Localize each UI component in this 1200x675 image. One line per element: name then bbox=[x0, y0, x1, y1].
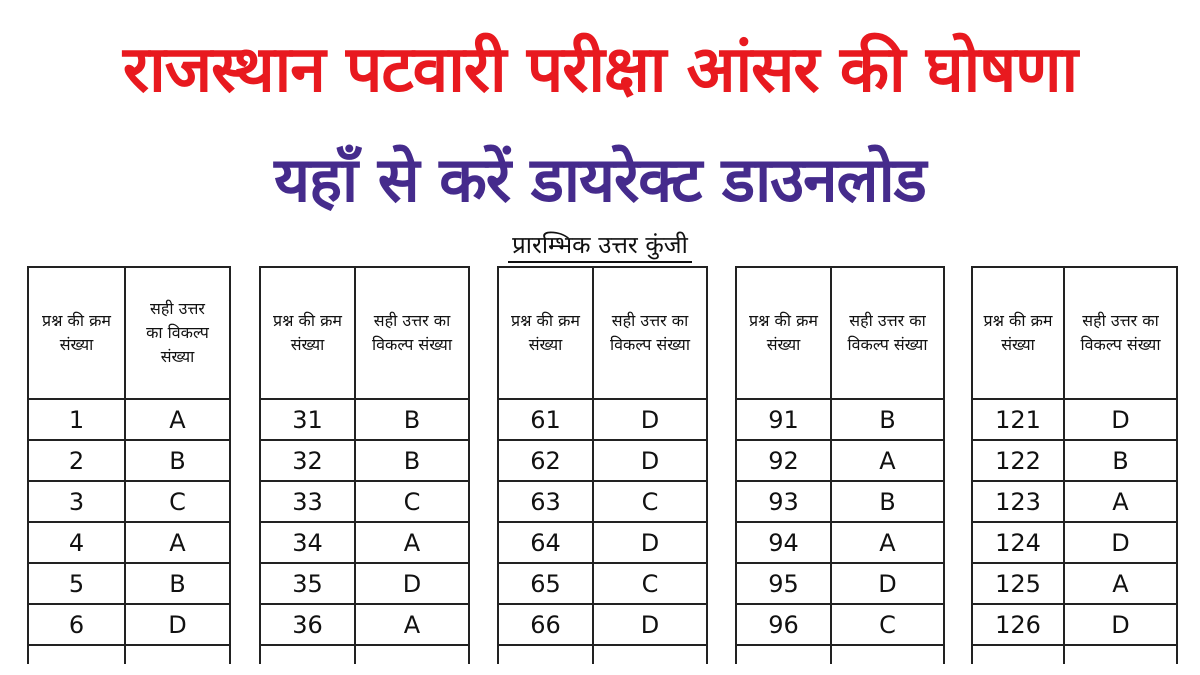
answer-option: B bbox=[831, 399, 944, 440]
table-row bbox=[260, 440, 469, 481]
table-row bbox=[28, 481, 230, 522]
table-row bbox=[972, 481, 1177, 522]
question-number: 95 bbox=[736, 563, 831, 604]
header-correct-option: सही उत्तर का विकल्प संख्या bbox=[831, 267, 944, 399]
question-number: 1 bbox=[28, 399, 125, 440]
table-row bbox=[260, 481, 469, 522]
table-row-cut bbox=[498, 645, 707, 664]
answer-option: C bbox=[593, 563, 707, 604]
answer-key-title bbox=[0, 228, 1200, 262]
question-number: 63 bbox=[498, 481, 593, 522]
answer-table-4 bbox=[735, 266, 945, 664]
table-row bbox=[736, 563, 944, 604]
question-number: 91 bbox=[736, 399, 831, 440]
header-question-number: प्रश्न की क्रम संख्या bbox=[28, 267, 125, 399]
answer-option: B bbox=[125, 563, 230, 604]
question-number: 31 bbox=[260, 399, 355, 440]
question-number: 126 bbox=[972, 604, 1064, 645]
question-number: 36 bbox=[260, 604, 355, 645]
table-row bbox=[498, 604, 707, 645]
answer-option: C bbox=[355, 481, 469, 522]
answer-option: A bbox=[355, 604, 469, 645]
table-row bbox=[736, 522, 944, 563]
answer-option: D bbox=[593, 440, 707, 481]
table-row-cut bbox=[736, 645, 944, 664]
answer-option: D bbox=[1064, 522, 1177, 563]
table-row bbox=[736, 440, 944, 481]
answer-option: A bbox=[125, 522, 230, 563]
question-number: 66 bbox=[498, 604, 593, 645]
table-row bbox=[498, 522, 707, 563]
table-row bbox=[260, 604, 469, 645]
answer-option: B bbox=[355, 399, 469, 440]
answer-option: C bbox=[125, 481, 230, 522]
header-correct-option: सही उत्तर का विकल्प संख्या bbox=[355, 267, 469, 399]
question-number: 125 bbox=[972, 563, 1064, 604]
question-number: 123 bbox=[972, 481, 1064, 522]
question-number: 122 bbox=[972, 440, 1064, 481]
table-row-cut bbox=[260, 645, 469, 664]
question-number: 121 bbox=[972, 399, 1064, 440]
answer-option: A bbox=[125, 399, 230, 440]
answer-option: D bbox=[125, 604, 230, 645]
table-row bbox=[260, 522, 469, 563]
header-question-number: प्रश्न की क्रम संख्या bbox=[972, 267, 1064, 399]
answer-option: B bbox=[125, 440, 230, 481]
table-row bbox=[28, 522, 230, 563]
table-row bbox=[28, 440, 230, 481]
question-number: 3 bbox=[28, 481, 125, 522]
table-row bbox=[498, 481, 707, 522]
answer-option: D bbox=[1064, 604, 1177, 645]
answer-option: D bbox=[831, 563, 944, 604]
header-question-number: प्रश्न की क्रम संख्या bbox=[498, 267, 593, 399]
question-number: 64 bbox=[498, 522, 593, 563]
header-question-number: प्रश्न की क्रम संख्या bbox=[736, 267, 831, 399]
question-number: 32 bbox=[260, 440, 355, 481]
answer-option: A bbox=[1064, 563, 1177, 604]
header-correct-option: सही उत्तर का विकल्प संख्या bbox=[1064, 267, 1177, 399]
table-row bbox=[972, 604, 1177, 645]
table-row bbox=[498, 563, 707, 604]
answer-option: D bbox=[1064, 399, 1177, 440]
question-number: 93 bbox=[736, 481, 831, 522]
headline-line-2: यहाँ से करें डायरेक्ट डाउनलोड bbox=[274, 143, 926, 216]
table-row bbox=[736, 399, 944, 440]
question-number: 2 bbox=[28, 440, 125, 481]
table-row bbox=[736, 481, 944, 522]
answer-option: A bbox=[831, 522, 944, 563]
question-number: 61 bbox=[498, 399, 593, 440]
question-number: 96 bbox=[736, 604, 831, 645]
table-row bbox=[498, 399, 707, 440]
table-row bbox=[498, 440, 707, 481]
question-number: 4 bbox=[28, 522, 125, 563]
table-row bbox=[972, 522, 1177, 563]
question-number: 35 bbox=[260, 563, 355, 604]
question-number: 65 bbox=[498, 563, 593, 604]
header-correct-option: सही उत्तर का विकल्प संख्या bbox=[593, 267, 707, 399]
answer-option: B bbox=[1064, 440, 1177, 481]
table-row-cut bbox=[972, 645, 1177, 664]
question-number: 94 bbox=[736, 522, 831, 563]
table-row bbox=[260, 399, 469, 440]
header-correct-option: सही उत्तर का विकल्प संख्या bbox=[125, 267, 230, 399]
question-number: 33 bbox=[260, 481, 355, 522]
answer-option: A bbox=[1064, 481, 1177, 522]
answer-option: C bbox=[831, 604, 944, 645]
answer-option: B bbox=[831, 481, 944, 522]
table-row bbox=[972, 399, 1177, 440]
answer-option: D bbox=[593, 604, 707, 645]
headline-line-1: राजस्थान पटवारी परीक्षा आंसर की घोषणा bbox=[122, 33, 1078, 107]
table-row bbox=[28, 604, 230, 645]
answer-key-title-text: प्रारम्भिक उत्तर कुंजी bbox=[508, 231, 692, 263]
header-question-number: प्रश्न की क्रम संख्या bbox=[260, 267, 355, 399]
question-number: 92 bbox=[736, 440, 831, 481]
answer-option: A bbox=[831, 440, 944, 481]
question-number: 5 bbox=[28, 563, 125, 604]
answer-option: D bbox=[355, 563, 469, 604]
answer-option: C bbox=[593, 481, 707, 522]
answer-table-1 bbox=[27, 266, 231, 664]
answer-table-3 bbox=[497, 266, 708, 664]
answer-option: A bbox=[355, 522, 469, 563]
answer-option: D bbox=[593, 399, 707, 440]
table-row-cut bbox=[28, 645, 230, 664]
table-row bbox=[260, 563, 469, 604]
question-number: 124 bbox=[972, 522, 1064, 563]
table-row bbox=[972, 440, 1177, 481]
table-row bbox=[736, 604, 944, 645]
table-row bbox=[972, 563, 1177, 604]
answer-option: D bbox=[593, 522, 707, 563]
question-number: 62 bbox=[498, 440, 593, 481]
answer-table-5 bbox=[971, 266, 1178, 664]
table-row bbox=[28, 563, 230, 604]
question-number: 34 bbox=[260, 522, 355, 563]
answer-table-2 bbox=[259, 266, 470, 664]
answer-option: B bbox=[355, 440, 469, 481]
question-number: 6 bbox=[28, 604, 125, 645]
table-row bbox=[28, 399, 230, 440]
